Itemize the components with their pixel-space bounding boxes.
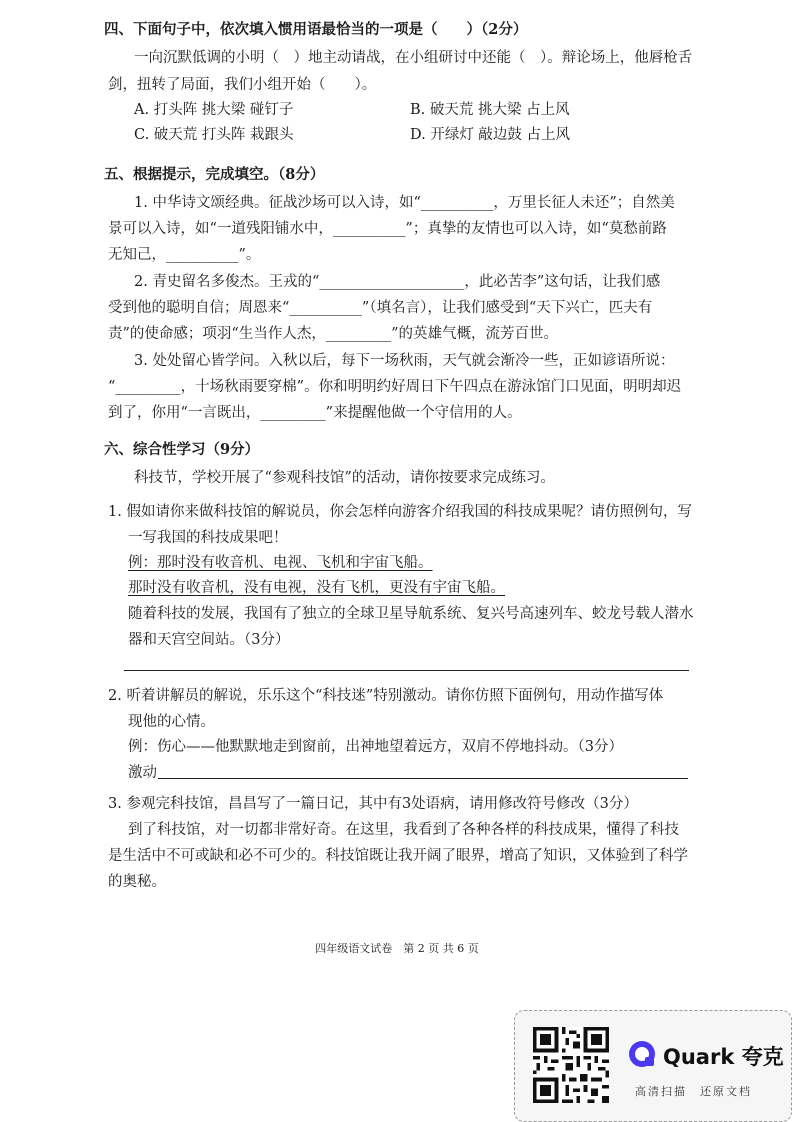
- section6-q1-example1: 例：那时没有收音机、电视、飞机和宇宙飞船。: [128, 555, 433, 571]
- quark-scan-card[interactable]: [514, 1010, 792, 1122]
- quark-brand-name: Quark 夸克: [663, 1045, 784, 1069]
- section6-q1-line3: 随着科技的发展，我国有了独立的全球卫星导航系统、复兴号高速列车、蛟龙号载人潜水: [128, 606, 694, 622]
- section5-q3-line1: 3. 处处留心皆学问。入秋以后，每下一场秋雨，天气就会渐冷一些，正如谚语所说：: [134, 353, 675, 369]
- section4-paragraph-line2: 剑，扭转了局面，我们小组开始（ ）。: [108, 77, 377, 93]
- option-a: A. 打头阵 挑大梁 碰钉子: [134, 102, 294, 118]
- section5-title: 五、根据提示，完成填空。（8分）: [104, 166, 325, 183]
- section5-q2-line1: 2. 青史留名多俊杰。王戎的“____________________，此必苦李”这句话，让我们感: [134, 274, 661, 290]
- answer-line[interactable]: [158, 778, 688, 779]
- quark-tagline: 高清扫描 还原文档: [635, 1085, 752, 1098]
- section5-q1-line2: 景可以入诗，如“一道残阳铺水中，__________”；真挚的友情也可以入诗，如“莫愁前路: [108, 221, 667, 237]
- section6-q3-line1: 3. 参观完科技馆，昌昌写了一篇日记，其中有3处语病，请用修改符号修改（3分）: [108, 796, 638, 812]
- section5-q2-line3: 责”的使命感；项羽“生当作人杰，_________”的英雄气概，流芳百世。: [108, 326, 558, 342]
- section6-q2-line1: 2. 听着讲解员的解说，乐乐这个“科技迷”特别激动。请你仿照下面例句，用动作描写体: [108, 688, 664, 704]
- section6-q2-answer-label: 激动: [128, 765, 157, 781]
- section6-q3-line4: 的奥秘。: [108, 874, 166, 890]
- section4-paragraph-line1: 一向沉默低调的小明（ ）地主动请战，在小组研讨中还能（ ）。辩论场上，他唇枪舌: [134, 50, 693, 66]
- qr-code-icon: [533, 1027, 609, 1103]
- answer-line[interactable]: [124, 670, 689, 671]
- section6-q1-line4: 器和天宫空间站。（3分）: [128, 632, 290, 648]
- section6-q3-line3: 是生活中不可或缺和必不可少的。科技馆既让我开阔了眼界，增高了知识，又体验到了科学: [108, 848, 688, 864]
- option-c: C. 破天荒 打头阵 栽跟头: [134, 127, 294, 143]
- section5-q3-line2: “_________，十场秋雨要穿棉”。你和明明约好周日下午四点在游泳馆门口见面，明明却迟: [108, 379, 682, 395]
- page-footer: 四年级语文试卷 第 2 页 共 6 页: [315, 942, 479, 955]
- option-b: B. 破天荒 挑大梁 占上风: [410, 102, 570, 118]
- section6-q1-line1: 1. 假如请你来做科技馆的解说员，你会怎样向游客介绍我国的科技成果呢？请仿照例句，写: [108, 504, 692, 520]
- section5-q3-line3: 到了，你用“一言既出，_________”来提醒他做一个守信用的人。: [108, 405, 522, 421]
- section6-q2-example: 例：伤心——他默默地走到窗前，出神地望着远方，双肩不停地抖动。（3分）: [128, 739, 623, 755]
- section6-title: 六、综合性学习（9分）: [104, 441, 260, 458]
- quark-logo-icon: [627, 1039, 659, 1071]
- section6-q1-example2: 那时没有收音机，没有电视，没有飞机，更没有宇宙飞船。: [128, 580, 505, 596]
- section6-intro: 科技节，学校开展了“参观科技馆”的活动，请你按要求完成练习。: [134, 470, 555, 486]
- section4-title: 四、下面句子中，依次填入惯用语最恰当的一项是（ ）（2分）: [104, 21, 528, 38]
- section6-q2-line2: 现他的心情。: [128, 714, 215, 730]
- section5-q1-line1: 1. 中华诗文颂经典。征战沙场可以入诗，如“__________，万里长征人未还”；自然美: [134, 195, 675, 211]
- section5-q1-line3: 无知己，__________”。: [108, 247, 261, 263]
- section5-q2-line2: 受到他的聪明自信；周恩来“__________”（填名言），让我们感受到“天下兴亡，匹夫有: [108, 300, 653, 316]
- option-d: D. 开绿灯 敲边鼓 占上风: [410, 127, 571, 143]
- section6-q1-line2: 一写我国的科技成果吧！: [128, 530, 288, 546]
- section6-q3-line2: 到了科技馆，对一切都非常好奇。在这里，我看到了各种各样的科技成果，懂得了科技: [128, 822, 679, 838]
